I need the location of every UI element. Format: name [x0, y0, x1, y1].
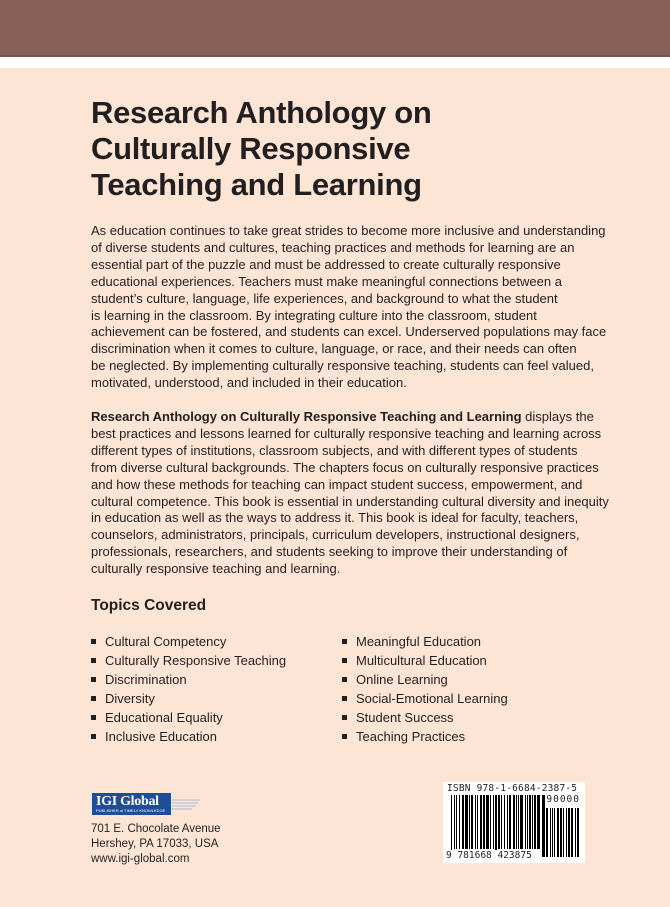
barcode-bar: [459, 795, 460, 849]
bullet-icon: [342, 696, 347, 701]
addon-bar: [577, 808, 579, 857]
topics-list-right: [342, 632, 508, 746]
topic-label: Cultural Competency: [105, 634, 227, 649]
addon-bar: [563, 808, 564, 857]
bullet-icon: [342, 658, 347, 663]
topic-label: Meaningful Education: [356, 634, 482, 649]
barcode-bar: [498, 795, 500, 849]
addon-bar: [550, 808, 551, 857]
paragraph-line: and how these methods for teaching can impact student success, empowerment, and: [91, 476, 583, 492]
paragraph-line: be neglected. By implementing culturally responsive teaching, students can feel valued,: [91, 358, 594, 374]
bullet-icon: [342, 715, 347, 720]
address-line: Hershey, PA 17033, USA: [91, 838, 219, 850]
bullet-icon: [91, 734, 96, 739]
book-title: [91, 95, 431, 203]
barcode-bar: [451, 795, 452, 857]
topic-item: [342, 689, 508, 708]
topic-label: Multicultural Education: [356, 653, 487, 668]
isbn-label: ISBN 978-1-6684-2387-5: [447, 783, 578, 794]
barcode-bar: [534, 795, 536, 849]
paragraph-line: counselors, administrators, principals, curriculum developers, instructional designers,: [91, 527, 580, 543]
barcode-bar: [529, 795, 531, 849]
isbn-number: 9 781668 423875: [446, 850, 532, 861]
paragraph-line: motivated, understood, and included in their education.: [91, 375, 407, 391]
website-link: www.igi-global.com: [91, 853, 190, 865]
white-divider: [0, 57, 670, 68]
barcode-bar: [516, 795, 517, 849]
addon-bar: [571, 808, 573, 857]
barcode-bar: [465, 795, 468, 849]
topic-item: [342, 651, 508, 670]
topics-heading: Topics Covered: [91, 597, 207, 614]
bullet-icon: [342, 734, 347, 739]
price-addon: 90000: [546, 794, 580, 805]
topic-label: Inclusive Education: [105, 729, 218, 744]
barcode-bar: [493, 795, 494, 849]
barcode-bar: [475, 795, 476, 849]
addon-bar: [554, 808, 555, 857]
paragraph-line: from diverse cultural backgrounds. The chapters focus on culturally responsive practices: [91, 459, 599, 475]
topic-item: [342, 670, 508, 689]
addon-bar: [568, 808, 570, 857]
addon-bar: [575, 808, 576, 857]
description-paragraph-2: [91, 409, 609, 578]
topic-item: [91, 689, 286, 708]
barcode-bar: [483, 795, 485, 849]
publisher-address: [91, 822, 221, 867]
topic-item: [91, 632, 286, 651]
barcode-bar: [520, 795, 523, 849]
logo-tagline: PUBLISHER of TIMELY KNOWLEDGE: [96, 808, 166, 813]
topics-list-left: [91, 632, 286, 746]
bullet-icon: [91, 677, 96, 682]
title-line: Culturally Responsive: [91, 131, 411, 166]
topic-item: [342, 727, 508, 746]
first-line-rest: displays the: [521, 409, 594, 424]
topic-item: [342, 708, 508, 727]
barcode-bar: [469, 795, 470, 849]
paragraph-line: culturally responsive teaching and learning.: [91, 561, 341, 577]
topic-label: Social-Emotional Learning: [356, 691, 508, 706]
barcode-bar: [490, 795, 491, 849]
barcode-bar: [513, 795, 515, 849]
paragraph-line: discrimination when it comes to culture, language, or race, and their needs can often: [91, 341, 577, 357]
paragraph-line: in education as well as the ways to address it. This book is ideal for faculty, teachers,: [91, 510, 579, 526]
addon-bar: [566, 808, 567, 857]
barcode-bar: [527, 795, 528, 849]
paragraph-line: cultural competence. This book is essential in understanding cultural diversity and inequity: [91, 493, 609, 509]
bullet-icon: [342, 639, 347, 644]
addon-bar: [546, 808, 548, 857]
barcode-bar: [542, 795, 545, 857]
barcode-bar: [525, 795, 526, 849]
topic-label: Teaching Practices: [356, 729, 466, 744]
paragraph-line: achievement can be fostered, and students can excel. Underserved populations may face: [91, 324, 607, 340]
barcode-bar: [537, 795, 540, 849]
bullet-icon: [91, 658, 96, 663]
paragraph-line: essential part of the puzzle and must be addressed to create culturally responsive: [91, 256, 561, 272]
topic-item: [91, 727, 286, 746]
addon-bar: [557, 808, 559, 857]
topic-label: Student Success: [356, 710, 454, 725]
topic-label: Online Learning: [356, 672, 448, 687]
barcode-bar: [495, 795, 497, 857]
barcode-bar: [462, 795, 464, 849]
top-color-band: [0, 0, 670, 57]
topic-label: Discrimination: [105, 672, 187, 687]
igi-global-logo: [92, 793, 171, 815]
topic-item: [91, 708, 286, 727]
barcode-bar: [480, 795, 482, 849]
bullet-icon: [91, 639, 96, 644]
description-paragraph-1: [91, 223, 606, 392]
topic-label: Culturally Responsive Teaching: [105, 653, 287, 668]
barcode-bar: [509, 795, 511, 849]
logo-text: IGI Global: [96, 794, 159, 809]
paragraph-line: is learning in the classroom. By integrating culture into the classroom, student: [91, 307, 537, 323]
topic-label: Diversity: [105, 691, 155, 706]
barcode-bar: [477, 795, 478, 849]
paragraph-line: educational experiences. Teachers must make meaningful connections between a: [91, 273, 562, 289]
paragraph-line: professionals, researchers, and students seeking to improve their understanding of: [91, 544, 568, 560]
topic-item: [91, 651, 286, 670]
topic-item: [91, 670, 286, 689]
title-line: Teaching and Learning: [91, 167, 422, 202]
address-line: 701 E. Chocolate Avenue: [91, 823, 221, 835]
title-line: Research Anthology on: [91, 95, 432, 130]
barcode-bar: [486, 795, 489, 849]
paragraph-first-line: [91, 409, 609, 426]
paragraph-line: different types of institutions, classroom subjects, and with different types of students: [91, 442, 578, 458]
barcode-bar: [504, 795, 505, 849]
topic-item: [342, 632, 508, 651]
paragraph-line: of diverse students and cultures, teaching practices and methods for learning are an: [91, 239, 575, 255]
paragraph-line: best practices and lessons learned for culturally responsive teaching and learning across: [91, 425, 602, 441]
addon-bar: [552, 808, 553, 857]
isbn-barcode: [443, 782, 585, 863]
barcode-bar: [471, 795, 473, 849]
addon-bar: [560, 808, 562, 857]
barcode-bar: [518, 795, 519, 849]
barcode-bar: [507, 795, 508, 849]
barcode-bar: [456, 795, 457, 849]
book-title-bold: Research Anthology on Culturally Responsive Teaching and Learning: [91, 409, 522, 424]
barcode-bar: [532, 795, 533, 849]
bullet-icon: [91, 715, 96, 720]
barcode-bar: [501, 795, 502, 849]
barcode-bar: [454, 795, 455, 849]
topic-label: Educational Equality: [105, 710, 223, 725]
bullet-icon: [91, 696, 96, 701]
bullet-icon: [342, 677, 347, 682]
paragraph-line: As education continues to take great strides to become more inclusive and understanding: [91, 223, 606, 238]
logo-swoosh-icon: [172, 798, 202, 810]
paragraph-line: student’s culture, language, life experiences, and background to what the student: [91, 290, 558, 306]
